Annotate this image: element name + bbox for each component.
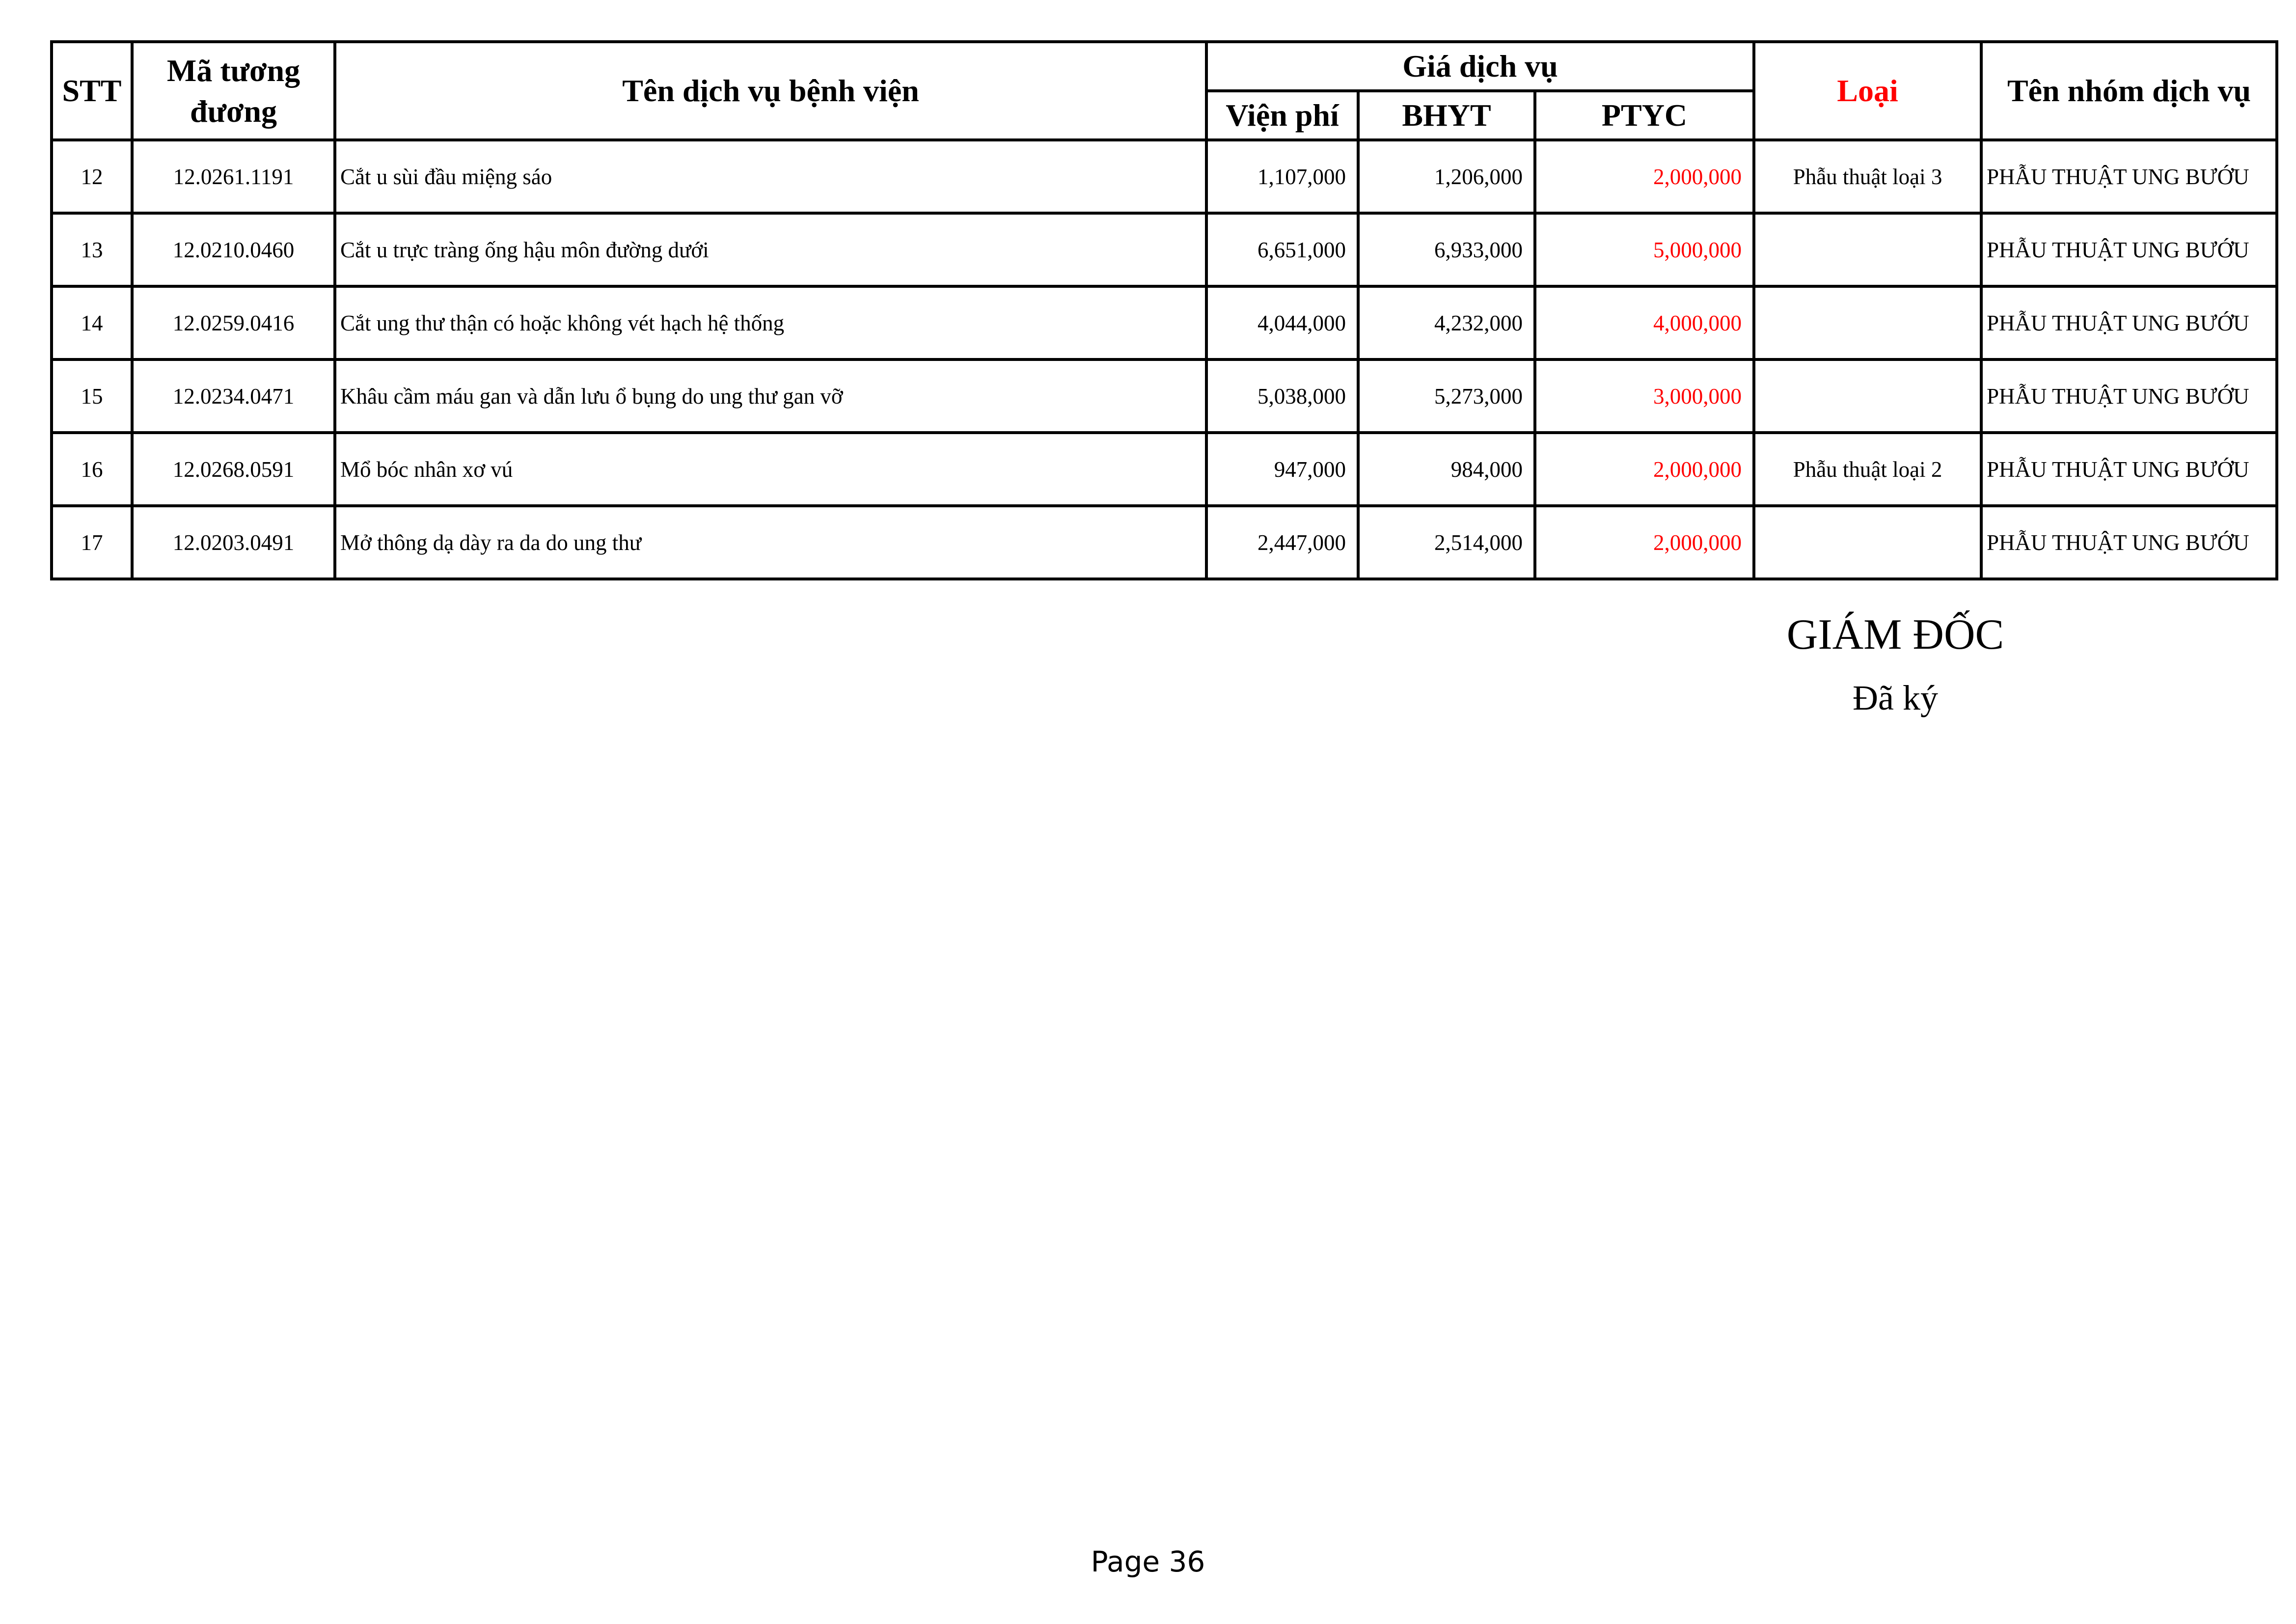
cell-bhyt: 6,933,000 <box>1358 213 1535 286</box>
cell-group: PHẪU THUẬT UNG BƯỚU <box>1981 213 2277 286</box>
header-gia-dich-vu: Giá dịch vụ <box>1206 42 1754 91</box>
cell-ptyc: 5,000,000 <box>1535 213 1754 286</box>
cell-loai <box>1754 213 1981 286</box>
cell-bhyt: 1,206,000 <box>1358 140 1535 213</box>
cell-vien-phi: 1,107,000 <box>1206 140 1358 213</box>
cell-service-name: Cắt ung thư thận có hoặc không vét hạch hệ thống <box>335 286 1206 359</box>
signature-status: Đã ký <box>1853 678 1938 717</box>
cell-group: PHẪU THUẬT UNG BƯỚU <box>1981 286 2277 359</box>
cell-ptyc: 2,000,000 <box>1535 506 1754 579</box>
cell-code: 12.0234.0471 <box>132 359 335 433</box>
table-row <box>52 140 2277 213</box>
table-row <box>52 433 2277 506</box>
signature-block <box>1728 609 2062 719</box>
table-row <box>52 506 2277 579</box>
header-ma-tuong-duong: Mã tương đương <box>132 42 335 140</box>
cell-group: PHẪU THUẬT UNG BƯỚU <box>1981 506 2277 579</box>
cell-vien-phi: 5,038,000 <box>1206 359 1358 433</box>
cell-stt: 14 <box>52 286 132 359</box>
cell-service-name: Cắt u sùi đầu miệng sáo <box>335 140 1206 213</box>
cell-vien-phi: 2,447,000 <box>1206 506 1358 579</box>
cell-stt: 12 <box>52 140 132 213</box>
cell-group: PHẪU THUẬT UNG BƯỚU <box>1981 433 2277 506</box>
cell-loai <box>1754 359 1981 433</box>
cell-loai <box>1754 286 1981 359</box>
table-row <box>52 286 2277 359</box>
cell-ptyc: 2,000,000 <box>1535 433 1754 506</box>
cell-code: 12.0261.1191 <box>132 140 335 213</box>
table-row <box>52 359 2277 433</box>
cell-loai: Phẫu thuật loại 3 <box>1754 140 1981 213</box>
cell-bhyt: 984,000 <box>1358 433 1535 506</box>
cell-code: 12.0259.0416 <box>132 286 335 359</box>
header-loai: Loại <box>1754 42 1981 140</box>
service-price-table <box>50 40 2278 580</box>
table-row <box>52 213 2277 286</box>
header-ten-nhom: Tên nhóm dịch vụ <box>1981 42 2277 140</box>
cell-vien-phi: 4,044,000 <box>1206 286 1358 359</box>
cell-vien-phi: 947,000 <box>1206 433 1358 506</box>
cell-service-name: Cắt u trực tràng ống hậu môn đường dưới <box>335 213 1206 286</box>
cell-bhyt: 2,514,000 <box>1358 506 1535 579</box>
signature-title: GIÁM ĐỐC <box>1786 611 2004 659</box>
cell-bhyt: 5,273,000 <box>1358 359 1535 433</box>
cell-ptyc: 3,000,000 <box>1535 359 1754 433</box>
cell-service-name: Mở thông dạ dày ra da do ung thư <box>335 506 1206 579</box>
cell-stt: 16 <box>52 433 132 506</box>
cell-ptyc: 4,000,000 <box>1535 286 1754 359</box>
header-ptyc: PTYC <box>1535 91 1754 140</box>
header-stt: STT <box>52 42 132 140</box>
header-ten-dich-vu: Tên dịch vụ bệnh viện <box>335 42 1206 140</box>
cell-code: 12.0203.0491 <box>132 506 335 579</box>
cell-service-name: Mổ bóc nhân xơ vú <box>335 433 1206 506</box>
cell-service-name: Khâu cầm máu gan và dẫn lưu ổ bụng do ung thư gan vỡ <box>335 359 1206 433</box>
cell-loai: Phẫu thuật loại 2 <box>1754 433 1981 506</box>
cell-stt: 13 <box>52 213 132 286</box>
cell-ptyc: 2,000,000 <box>1535 140 1754 213</box>
cell-stt: 15 <box>52 359 132 433</box>
cell-loai <box>1754 506 1981 579</box>
cell-group: PHẪU THUẬT UNG BƯỚU <box>1981 140 2277 213</box>
cell-code: 12.0268.0591 <box>132 433 335 506</box>
header-vien-phi: Viện phí <box>1206 91 1358 140</box>
cell-stt: 17 <box>52 506 132 579</box>
cell-bhyt: 4,232,000 <box>1358 286 1535 359</box>
cell-code: 12.0210.0460 <box>132 213 335 286</box>
page-number: Page 36 <box>1091 1545 1205 1578</box>
table-header-row <box>52 42 2277 91</box>
cell-group: PHẪU THUẬT UNG BƯỚU <box>1981 359 2277 433</box>
header-bhyt: BHYT <box>1358 91 1535 140</box>
cell-vien-phi: 6,651,000 <box>1206 213 1358 286</box>
